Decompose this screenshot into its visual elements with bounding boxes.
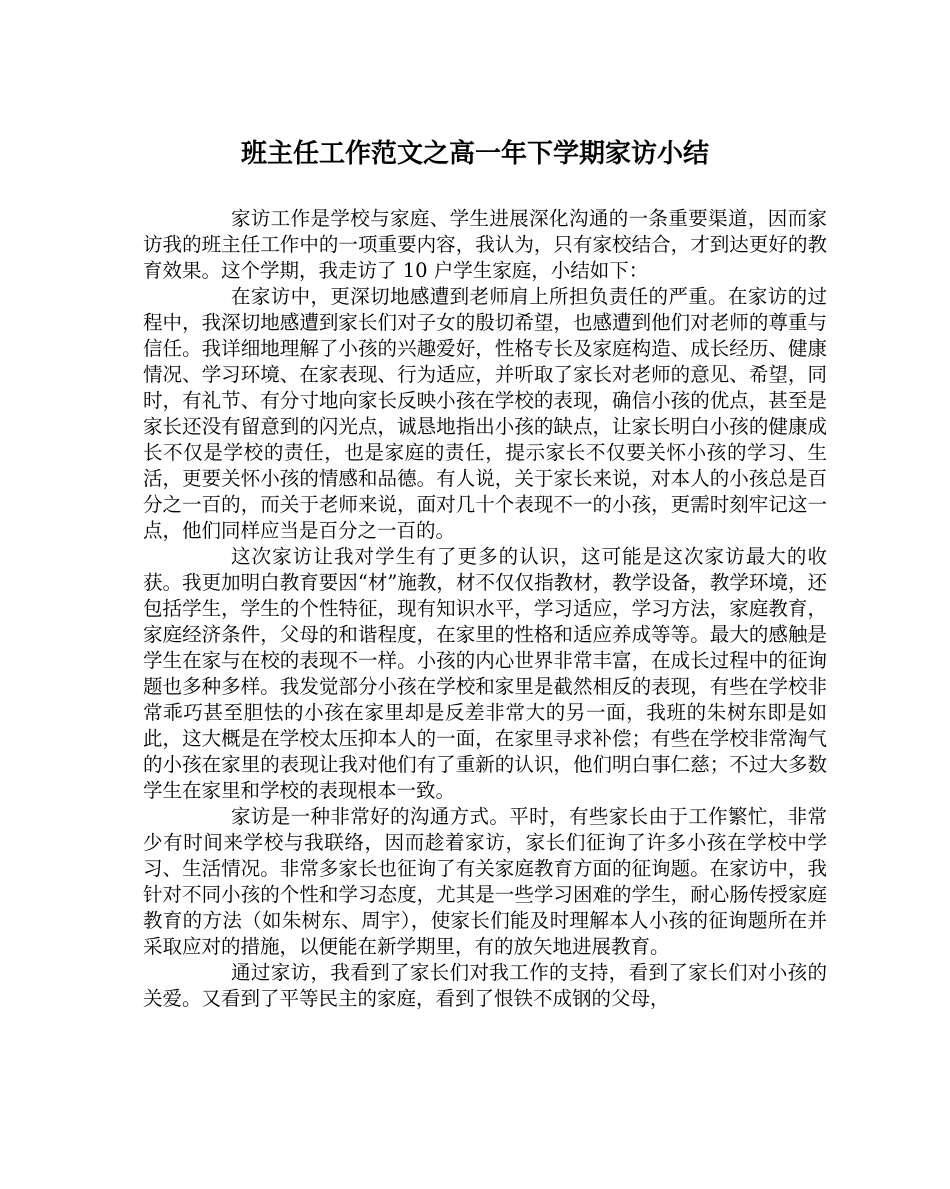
paragraph: 家访工作是学校与家庭、学生进展深化沟通的一条重要渠道，因而家访我的班主任工作中的一项重要内容，我认为，只有家校结合，才到达更好的教育效果。这个学期，我走访了 10 户学生家庭，小结如下： [143,207,827,282]
paragraph: 通过家访，我看到了家长们对我工作的支持，看到了家长们对小孩的关爱。又看到了平等民主的家庭，看到了恨铁不成钢的父母， [143,961,827,1010]
document-body [143,206,827,1012]
paragraph: 家访是一种非常好的沟通方式。平时，有些家长由于工作繁忙，非常少有时间来学校与我联络，因而趁着家访，家长们征询了许多小孩在学校中学习、生活情况。非常多家长也征询了有关家庭教育方面的征询题。在家访中，我针对不同小孩的个性和学习态度，尤其是一些学习困难的学生，耐心肠传授家庭教育的方法（如朱树东、周宇），使家长们能及时理解本人小孩的征询题所在并采取应对的措施，以便能在新学期里，有的放矢地进展教育。 [143,805,827,958]
paragraph: 在家访中，更深切地感遭到老师肩上所担负责任的严重。在家访的过程中，我深切地感遭到家长们对子女的殷切希望，也感遭到他们对老师的尊重与信任。我详细地理解了小孩的兴趣爱好，性格专长及家庭构造、成长经历、健康情况、学习环境、在家表现、行为适应，并听取了家长对老师的意见、希望，同时，有礼节、有分寸地向家长反映小孩在学校的表现，确信小孩的优点，甚至是家长还没有留意到的闪光点，诚恳地指出小孩的缺点，让家长明白小孩的健康成长不仅是学校的责任，也是家庭的责任，提示家长不仅要关怀小孩的学习、生活，更要关怀小孩的情感和品德。有人说，关于家长来说，对本人的小孩总是百分之一百的，而关于老师来说，面对几十个表现不一的小孩，更需时刻牢记这一点，他们同样应当是百分之一百的。 [143,285,827,542]
document-title: 班主任工作范文之高一年下学期家访小结 [240,139,709,169]
paragraph: 这次家访让我对学生有了更多的认识，这可能是这次家访最大的收获。我更加明白教育要因“材”施教，材不仅仅指教材，教学设备，教学环境，还包括学生，学生的个性特征，现有知识水平，学习适应，学习方法，家庭教育，家庭经济条件，父母的和谐程度，在家里的性格和适应养成等等。最大的感触是学生在家与在校的表现不一样。小孩的内心世界非常丰富，在成长过程中的征询题也多种多样。我发觉部分小孩在学校和家里是截然相反的表现，有些在学校非常乖巧甚至胆怯的小孩在家里却是反差非常大的另一面，我班的朱树东即是如此，这大概是在学校太压抑本人的一面，在家里寻求补偿；有些在学校非常淘气的小孩在家里的表现让我对他们有了重新的认识，他们明白事仁慈；不过大多数学生在家里和学校的表现根本一致。 [143,545,827,802]
